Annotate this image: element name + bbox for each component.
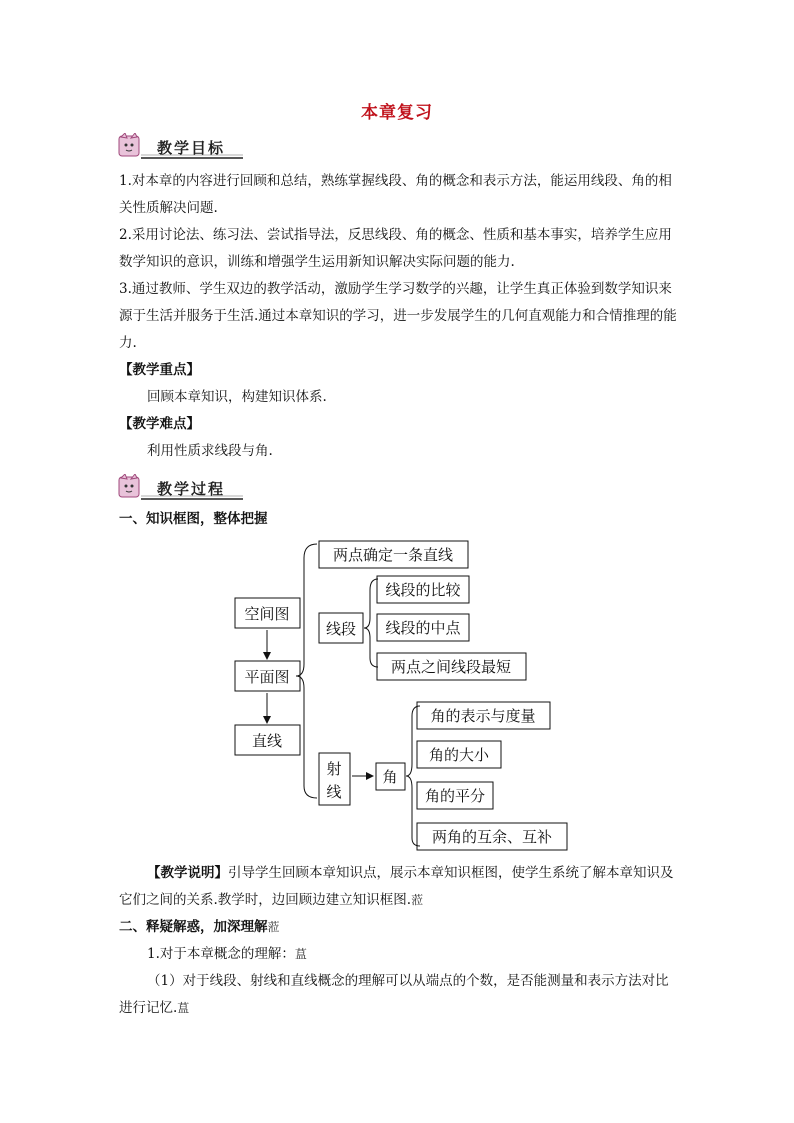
part1-heading: 一、知识框图，整体把握 [119, 511, 268, 527]
item1-mark: 蒀 [294, 947, 307, 961]
explanation-label: 【教学说明】 [147, 865, 228, 881]
page-title: 本章复习 [361, 103, 433, 123]
label-segment-compare: 线段的比较 [385, 581, 461, 599]
process-banner-label: 教学过程 [157, 480, 226, 498]
process-banner [117, 474, 245, 502]
label-ray-1: 射 [326, 760, 342, 778]
part2-mark: 蒞 [267, 920, 280, 934]
label-segment: 线段 [325, 620, 357, 638]
part2-heading-line [119, 914, 679, 941]
item1-line [119, 941, 679, 968]
objective-3: 3.通过教师、学生双边的教学活动，激励学生学习数学的兴趣，让学生真正体验到数学知识来源于生活并服务于生活.通过本章知识的学习，进一步发展学生的几何直观能力和合情推理的能力. [119, 281, 677, 351]
item1-text: 1.对于本章概念的理解： [147, 946, 295, 962]
objectives-banner [117, 133, 245, 161]
label-ray-2: 线 [326, 783, 342, 801]
item1-1-text: （1）对于线段、射线和直线概念的理解可以从端点的个数，是否能测量和表示方法对比进行记忆. [119, 973, 669, 1016]
label-angle-bisector: 角的平分 [424, 787, 486, 805]
difficult-points-label: 【教学难点】 [119, 416, 200, 432]
objective-2: 2.采用讨论法、练习法、尝试指导法，反思线段、角的概念、性质和基本事实，培养学生应用数学知识的意识，训练和增强学生运用新知识解决实际问题的能力. [119, 227, 672, 270]
objective-1: 1.对本章的内容进行回顾和总结，熟练掌握线段、角的概念和表示方法，能运用线段、角的相关性质解决问题. [119, 173, 672, 216]
teaching-explanation [119, 860, 679, 914]
part2-heading: 二、释疑解惑，加深理解 [119, 919, 268, 935]
key-points-label: 【教学重点】 [119, 362, 200, 378]
key-points-text: 回顾本章知识，构建知识体系. [147, 389, 327, 405]
label-plane-figure: 平面图 [244, 668, 290, 686]
item1-1-line [119, 968, 679, 1022]
objectives-banner-label: 教学目标 [157, 139, 226, 157]
label-two-points-line: 两点确定一条直线 [332, 546, 454, 564]
label-shortest-segment: 两点之间线段最短 [390, 658, 512, 676]
item1-1-mark: 蒀 [177, 1001, 190, 1015]
label-space-figure: 空间图 [244, 605, 290, 623]
explanation-text: 引导学生回顾本章知识点，展示本章知识框图，使学生系统了解本章知识及它们之间的关系.教学时，边回顾边建立知识框图. [119, 865, 674, 908]
knowledge-framework-diagram [230, 538, 590, 856]
explanation-mark: 蒞 [411, 893, 424, 907]
label-segment-midpoint: 线段的中点 [385, 619, 461, 637]
label-angle-size: 角的大小 [428, 746, 490, 764]
label-line: 直线 [251, 732, 283, 750]
label-angle: 角 [382, 768, 398, 786]
label-angle-representation: 角的表示与度量 [430, 707, 536, 725]
label-complementary-supplementary: 两角的互余、互补 [431, 828, 553, 846]
difficult-points-text: 利用性质求线段与角. [147, 443, 273, 459]
